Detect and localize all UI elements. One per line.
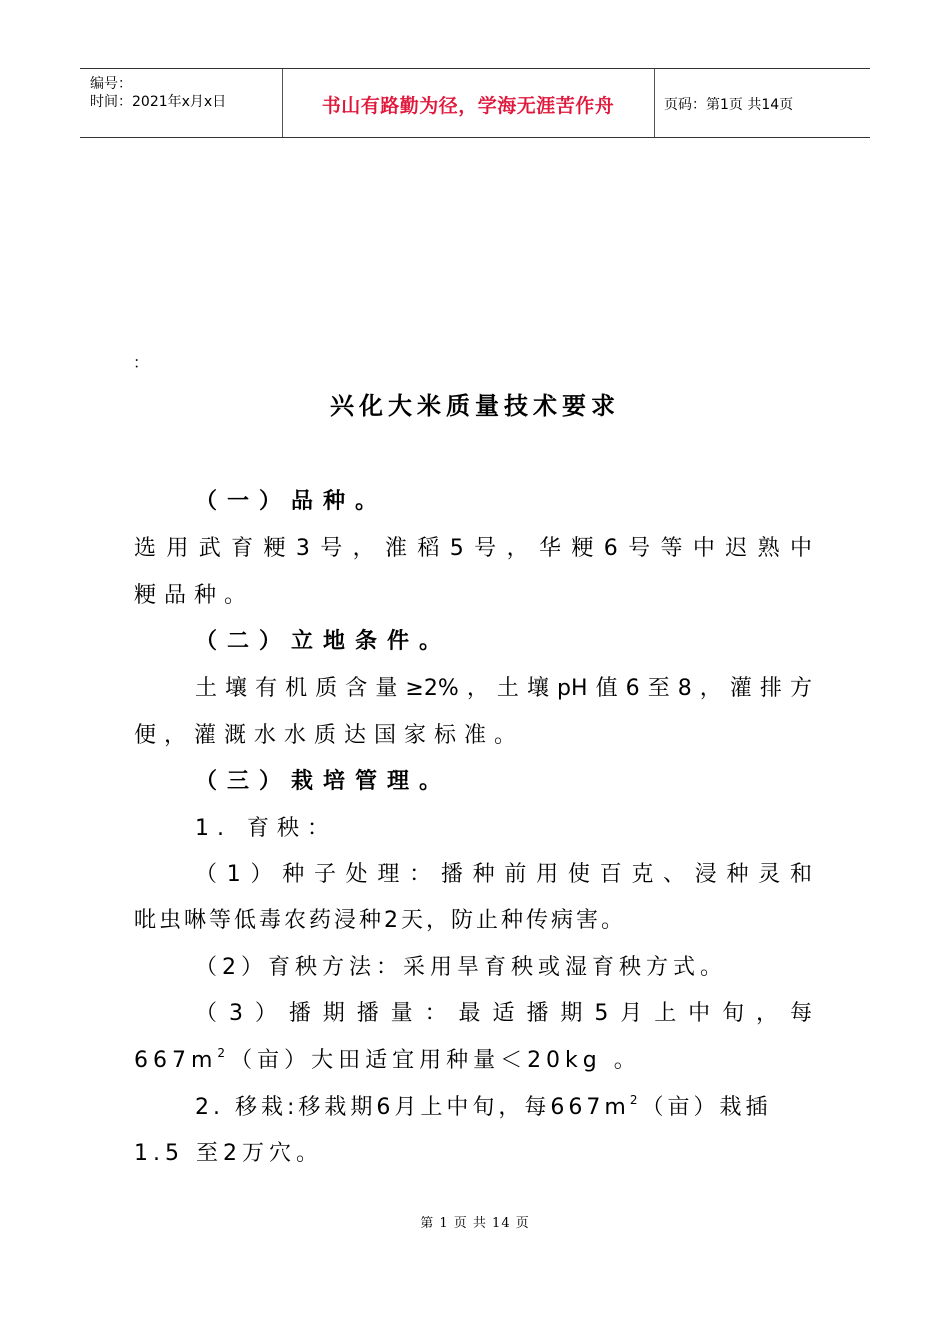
page-footer: 第 1 页 共 14 页	[420, 1216, 530, 1231]
list-item: 1. 育秧：	[195, 816, 337, 841]
page-code: 页码：第1页 共14页	[664, 97, 794, 113]
stray-colon: ：	[133, 353, 150, 372]
paragraph-line: 吡虫啉等低毒农药浸种2天，防止种传病害。	[134, 908, 626, 933]
paragraph-line: 选用武育粳3号，淮稻5号，华粳6号等中迟熟中	[134, 536, 812, 561]
paragraph-line	[134, 1043, 641, 1074]
document-title: 兴化大米质量技术要求	[330, 391, 620, 420]
paragraph-line: 便，灌溉水水质达国家标准。	[134, 723, 525, 748]
paragraph-text: 2. 移栽:移栽期6月上中旬，每667m	[195, 1095, 630, 1120]
superscript: 2	[217, 1046, 231, 1060]
time-label: 时间：2021年x月x日	[90, 94, 227, 110]
section-heading-cultivation: （三）栽培管理。	[195, 769, 452, 794]
paragraph-text: （亩）大田适宜用种量＜20kg 。	[230, 1048, 641, 1073]
page-header	[80, 68, 870, 138]
number-label: 编号：	[90, 76, 132, 92]
superscript: 2	[629, 1093, 642, 1107]
header-left-cell	[80, 69, 283, 137]
list-item: （3）播期播量：最适播期5月上中旬，每	[195, 1001, 812, 1026]
header-motto-cell	[282, 69, 655, 137]
list-item: （2）育秧方法：采用旱育秧或湿育秧方式。	[195, 955, 727, 980]
paragraph-line: 粳品种。	[134, 583, 255, 608]
section-heading-site-conditions: （二）立地条件。	[195, 629, 452, 654]
list-item	[195, 1090, 771, 1121]
header-page-cell	[654, 69, 870, 137]
header-motto: 书山有路勤为径，学海无涯苦作舟	[321, 95, 615, 117]
list-item: （1）种子处理：播种前用使百克、浸种灵和	[195, 862, 812, 887]
paragraph-text: （亩）栽插	[641, 1095, 772, 1120]
paragraph-line: 土壤有机质含量≥2%，土壤pH值6至8，灌排方	[195, 676, 812, 701]
unit-text: 667m	[134, 1048, 218, 1073]
section-heading-variety: （一）品种。	[195, 489, 388, 514]
paragraph-line: 1.5 至2万穴。	[134, 1141, 323, 1166]
